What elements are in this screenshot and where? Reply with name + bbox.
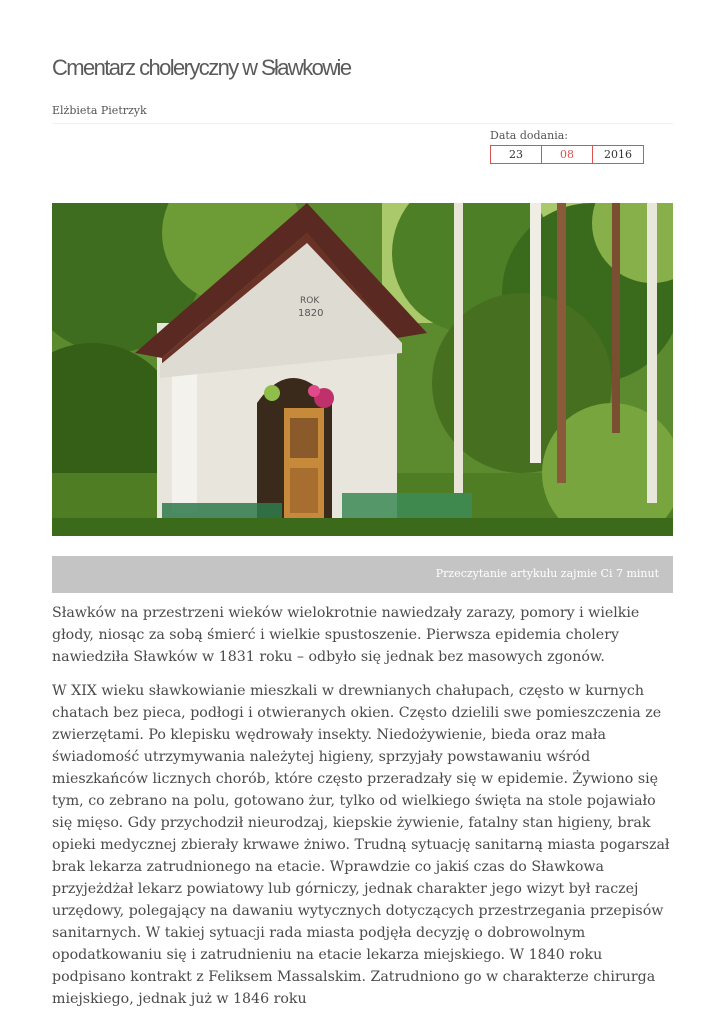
- header-divider: [52, 123, 673, 124]
- article-photo: [52, 203, 673, 536]
- article-paragraph-2: W XIX wieku sławkowianie mieszkali w drewnianych chałupach, często w kurnych chatach bez pieca, podłogi i otwieranych okien. Często dzielili swe pomieszczenia ze zwierzętami. Po klepisku wędrowały insekty. Niedożywienie, bieda oraz mała świadomość utrzymywania należytej higieny, sprzyjały powstawaniu wśród mieszkańców licznych chorób, które często przeradzały się w epidemie. Żywiono się tym, co zebrano na polu, gotowano żur, tylko od wielkiego święta na stole pojawiało się mięso. Gdy przychodził nieurodzaj, kiepskie żywienie, fatalny stan higieny, brak opieki medycznej zbierały krwawe żniwo. Trudną sytuację sanitarną miasta pogarszał brak lekarza zatrudnionego na etacie. Wprawdzie co jakiś czas do Sławkowa przyjeżdżał lekarz powiatowy lub górniczy, jednak charakter jego wizyt był raczej urzędowy, polegający na dawaniu wytycznych dotyczących przestrzegania przepisów sanitarnych. W takiej sytuacji rada miasta podjęła decyzję o dobrowolnym opodatkowaniu się i zatrudnieniu na etacie lekarza miejskiego. W 1840 roku podpisano kontrakt z Feliksem Massalskim. Zatrudniono go w charakterze chirurga miejskiego, jednak już w 1846 roku: [52, 683, 670, 1007]
- article-body: [52, 602, 677, 1022]
- date-day: 23: [491, 146, 542, 163]
- date-month: 08: [542, 146, 593, 163]
- date-added: [490, 145, 644, 164]
- plaque-line-2: 1820: [298, 308, 324, 319]
- date-added-label: Data dodania:: [490, 129, 568, 142]
- reading-time-bar: [52, 556, 673, 593]
- article-paragraph-1: Sławków na przestrzeni wieków wielokrotnie nawiedzały zarazy, pomory i wielkie głody, niosąc za sobą śmierć i wielkie spustoszenie. Pierwsza epidemia cholery nawiedziła Sławków w 1831 roku – odbyło się jednak bez masowych zgonów.: [52, 605, 640, 665]
- plaque-line-1: ROK: [300, 296, 320, 306]
- reading-time-text: Przeczytanie artykułu zajmie Ci 7 minut: [435, 567, 659, 580]
- article-title: Cmentarz choleryczny w Sławkowie: [52, 55, 351, 80]
- date-year: 2016: [604, 148, 632, 161]
- article-author[interactable]: Elżbieta Pietrzyk: [52, 104, 147, 117]
